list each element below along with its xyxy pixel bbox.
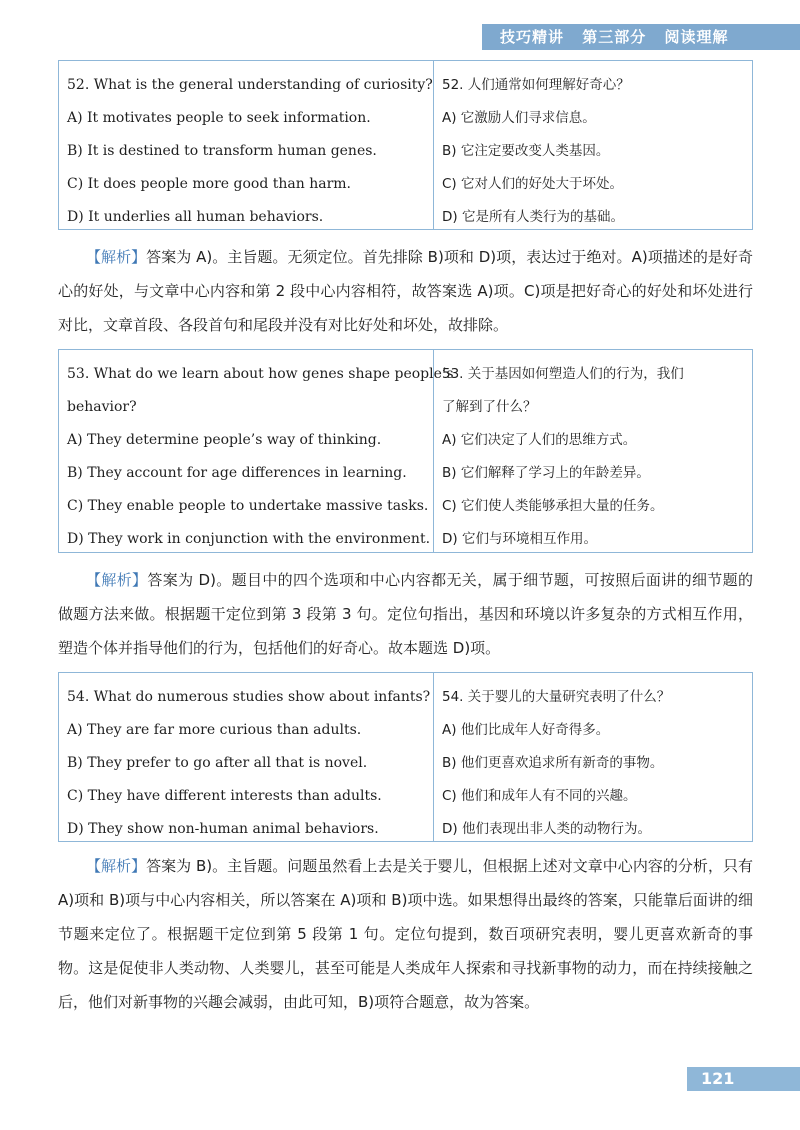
- option-a-zh: A) 他们比成年人好奇得多。: [442, 722, 610, 738]
- analysis-53: [58, 563, 753, 665]
- option-a: A) They determine people’s way of thinking.: [67, 432, 382, 448]
- option-c: C) They have different interests than adults.: [67, 788, 382, 804]
- topic-label: 阅读理解: [664, 28, 729, 46]
- option-d: D) They show non-human animal behaviors.: [67, 821, 379, 837]
- question-stem: 52. What is the general understanding of curiosity?: [67, 77, 433, 93]
- section-tab: [482, 24, 800, 50]
- question-stem: 53. What do we learn about how genes shape people’s: [67, 366, 454, 382]
- option-b-zh: B) 它们解释了学习上的年龄差异。: [442, 465, 650, 481]
- option-a-zh: A) 它激励人们寻求信息。: [442, 110, 596, 126]
- analysis-text: 答案为 A)。主旨题。无须定位。首先排除 B)项和 D)项，表达过于绝对。A)项描述的是好奇心的好处，与文章中心内容和第 2 段中心内容相符，故答案选 A)项。C)项是把好奇心的好处和坏处进行对比，文章首段、各段首句和尾段并没有对比好处和坏处，故排除。: [58, 248, 753, 334]
- page-header: [0, 0, 800, 48]
- option-b: B) It is destined to transform human genes.: [67, 143, 377, 159]
- page-number: 121: [687, 1067, 800, 1091]
- question-53-chinese: [434, 350, 751, 552]
- question-52-chinese: [434, 61, 751, 229]
- analysis-tag: 【解析】: [86, 571, 148, 589]
- part-label: 第三部分: [582, 28, 647, 46]
- option-b: B) They prefer to go after all that is novel.: [67, 755, 368, 771]
- question-53-english: [59, 350, 454, 552]
- question-54-english: [59, 673, 434, 841]
- question-stem: 54. What do numerous studies show about infants?: [67, 689, 431, 705]
- option-b-zh: B) 他们更喜欢追求所有新奇的事物。: [442, 755, 664, 771]
- question-stem-zh-cont: 了解到了什么？: [442, 399, 537, 415]
- question-52-english: [59, 61, 434, 229]
- option-c: C) They enable people to undertake massive tasks.: [67, 498, 429, 514]
- analysis-tag: 【解析】: [86, 248, 147, 266]
- analysis-text: 答案为 B)。主旨题。问题虽然看上去是关于婴儿，但根据上述对文章中心内容的分析，只有 A)项和 B)项与中心内容相关，所以答案在 A)项和 B)项中选。如果想得出最终的答案，只能靠后面讲的细节题来定位了。根据题干定位到第 5 段第 1 句。定位句提到，数百项研究表明，婴儿更喜欢新奇的事物。这是促使非人类动物、人类婴儿，甚至可能是人类成年人探索和寻找新事物的动力，而在持续接触之后，他们对新事物的兴趣会减弱，由此可知，B)项符合题意，故为答案。: [58, 857, 753, 1011]
- question-stem-zh: 52. 人们通常如何理解好奇心？: [442, 77, 630, 93]
- section-label: 技巧精讲: [500, 28, 565, 46]
- question-52-box: [58, 60, 753, 230]
- question-stem-cont: behavior?: [67, 399, 137, 415]
- question-53-box: [58, 349, 753, 553]
- option-d-zh: D) 它是所有人类行为的基础。: [442, 209, 624, 225]
- analysis-52: [58, 240, 753, 342]
- question-54-box: [58, 672, 753, 842]
- analysis-54: [58, 849, 753, 1019]
- option-a: A) They are far more curious than adults.: [67, 722, 362, 738]
- option-d-zh: D) 它们与环境相互作用。: [442, 531, 597, 547]
- question-54-chinese: [434, 673, 751, 841]
- analysis-text: 答案为 D)。题目中的四个选项和中心内容都无关，属于细节题，可按照后面讲的细节题的做题方法来做。根据题干定位到第 3 段第 3 句。定位句指出，基因和环境以许多复杂的方式相互作用，塑造个体并指导他们的行为，包括他们的好奇心。故本题选 D)项。: [58, 571, 753, 657]
- option-d: D) They work in conjunction with the environment.: [67, 531, 431, 547]
- question-stem-zh: 54. 关于婴儿的大量研究表明了什么？: [442, 689, 671, 705]
- option-c-zh: C) 他们和成年人有不同的兴趣。: [442, 788, 637, 804]
- option-b-zh: B) 它注定要改变人类基因。: [442, 143, 610, 159]
- option-a-zh: A) 它们决定了人们的思维方式。: [442, 432, 637, 448]
- option-c-zh: C) 它们使人类能够承担大量的任务。: [442, 498, 664, 514]
- option-d: D) It underlies all human behaviors.: [67, 209, 324, 225]
- option-c-zh: C) 它对人们的好处大于坏处。: [442, 176, 623, 192]
- option-d-zh: D) 他们表现出非人类的动物行为。: [442, 821, 651, 837]
- option-a: A) It motivates people to seek information.: [67, 110, 371, 126]
- option-c: C) It does people more good than harm.: [67, 176, 351, 192]
- option-b: B) They account for age differences in learning.: [67, 465, 407, 481]
- question-stem-zh: 53. 关于基因如何塑造人们的行为，我们: [442, 366, 684, 382]
- analysis-tag: 【解析】: [86, 857, 147, 875]
